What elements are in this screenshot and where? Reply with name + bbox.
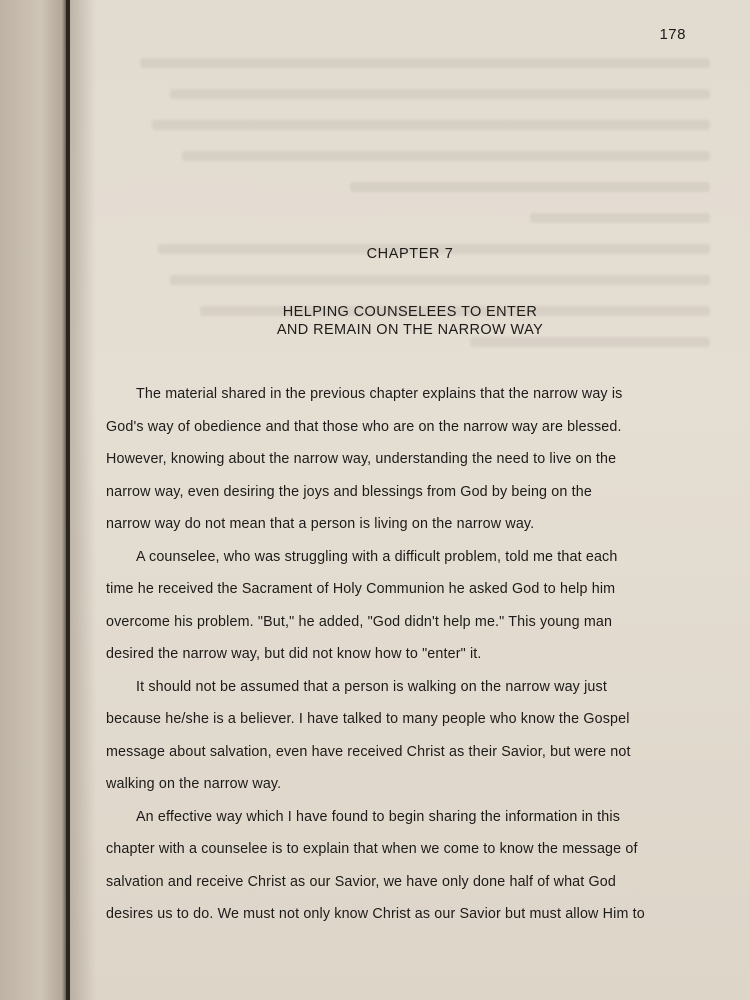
text-line: salvation and receive Christ as our Savior, we have only done half of what God	[106, 873, 616, 890]
paragraph-2	[106, 541, 716, 671]
book-page	[70, 0, 750, 1000]
paragraph-4	[106, 801, 716, 931]
text-line: God's way of obedience and that those who are on the narrow way are blessed.	[106, 418, 622, 435]
show-through-text	[110, 58, 710, 398]
text-line: narrow way do not mean that a person is living on the narrow way.	[106, 516, 535, 532]
text-line: narrow way, even desiring the joys and blessings from God by being on the	[106, 483, 592, 500]
text-line: chapter with a counselee is to explain that when we come to know the message of	[106, 841, 638, 857]
body-text	[106, 378, 716, 931]
chapter-title-line: HELPING COUNSELEES TO ENTER	[282, 304, 538, 320]
text-line: walking on the narrow way.	[106, 776, 282, 792]
chapter-title-line: AND REMAIN ON THE NARROW WAY	[276, 322, 544, 338]
paragraph-3	[106, 671, 716, 801]
text-line: An effective way which I have found to begin sharing the information in this	[136, 808, 621, 825]
text-line: message about salvation, even have received Christ as their Savior, but were not	[106, 743, 631, 760]
text-line: overcome his problem. "But," he added, "God didn't help me." This young man	[106, 613, 613, 630]
text-line: desired the narrow way, but did not know how to "enter" it.	[106, 646, 482, 662]
paragraph-1	[106, 378, 716, 541]
text-line: It should not be assumed that a person is walking on the narrow way just	[136, 678, 607, 695]
text-line: because he/she is a believer. I have talked to many people who know the Gospel	[106, 711, 630, 727]
chapter-title	[70, 303, 750, 339]
chapter-label: CHAPTER 7	[366, 246, 454, 262]
text-line: time he received the Sacrament of Holy Communion he asked God to help him	[106, 581, 616, 597]
page-number: 178	[659, 26, 686, 43]
text-line: The material shared in the previous chapter explains that the narrow way is	[136, 386, 623, 402]
text-line: A counselee, who was struggling with a difficult problem, told me that each	[136, 548, 618, 565]
text-line: However, knowing about the narrow way, understanding the need to live on the	[106, 451, 617, 467]
left-page-edge	[0, 0, 68, 1000]
text-line: desires us to do. We must not only know Christ as our Savior but must allow Him to	[106, 906, 645, 922]
